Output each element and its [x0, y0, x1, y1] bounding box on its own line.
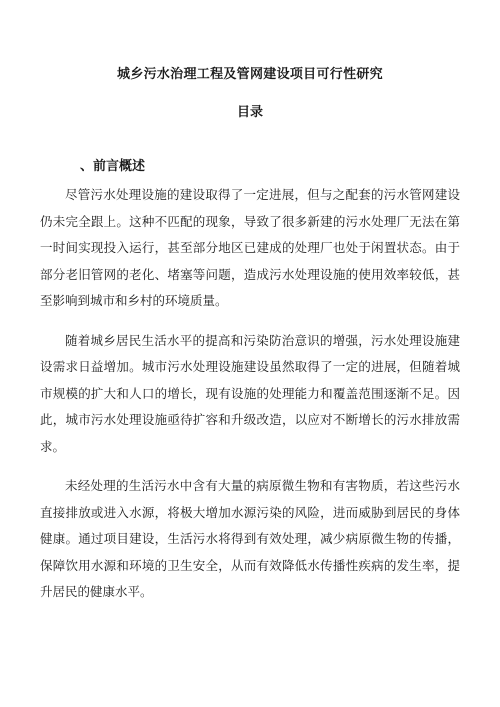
section-heading: 、前言概述 [80, 159, 146, 174]
paragraph-2: 随着城乡居民生活水平的提高和污染防治意识的增强，污水处理设施建设需求日益增加。城市污水处理设施建设虽然取得了一定的进展，但随着城市规模的扩大和人口的增长，现有设施的处理能力和覆盖范围逐渐不足。因此，城市污水处理设施亟待扩容和升级改造，以应对不断增长的污水排放需求。 [40, 332, 460, 454]
paragraph-1: 尽管污水处理设施的建设取得了一定进展，但与之配套的污水管网建设仍未完全跟上。这种不匹配的现象，导致了很多新建的污水处理厂无法在第一时间实现投入运行，甚至部分地区已建成的处理厂也处于闲置状态。由于部分老旧管网的老化、堵塞等问题，造成污水处理设施的使用效率较低，甚至影响到城市和乡村的环境质量。 [40, 187, 460, 308]
document-title: 城乡污水治理工程及管网建设项目可行性研究 [116, 67, 383, 82]
toc-heading: 目录 [236, 105, 263, 120]
paragraph-3: 未经处理的生活污水中含有大量的病原微生物和有害物质，若这些污水直接排放或进入水源，将极大增加水源污染的风险，进而威胁到居民的身体健康。通过项目建设，生活污水将得到有效处理，减少病原微生物的传播，保障饮用水源和环境的卫生安全，从而有效降低水传播性疾病的发生率，提升居民的健康水平。 [40, 478, 460, 599]
document-body [40, 182, 460, 619]
